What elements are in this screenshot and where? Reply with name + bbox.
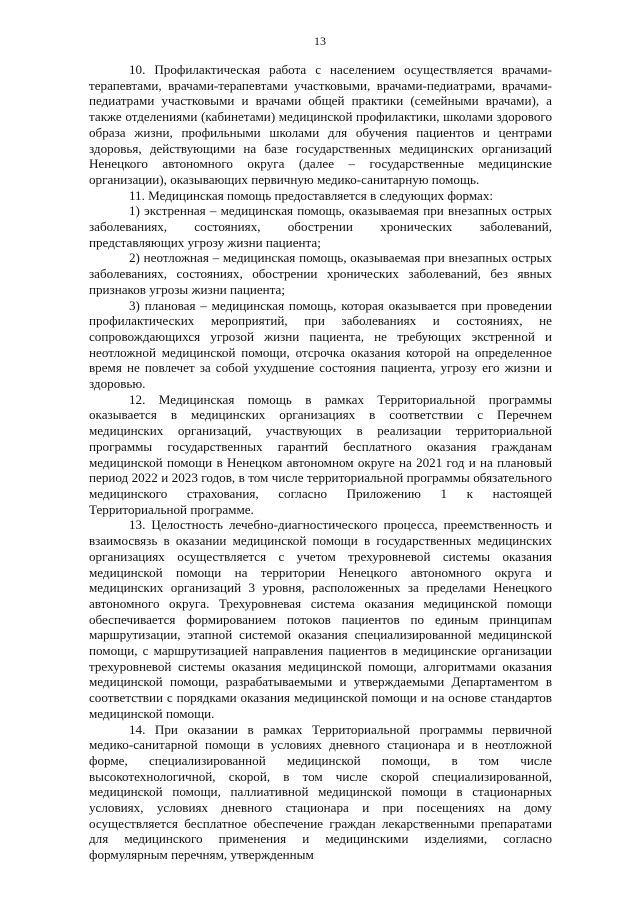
document-body [89, 62, 552, 863]
list-item-emergency: 1) экстренная – медицинская помощь, оказываемая при внезапных острых заболеваниях, состояниях, обострении хронических заболеваний, представляющих угрозу жизни пациента; [89, 203, 552, 250]
page-number: 13 [314, 34, 326, 48]
paragraph-10: 10. Профилактическая работа с населением осуществляется врачами-терапевтами, врачами-терапевтами участковыми, врачами-педиатрами, врачами-педиатрами участковыми и врачами общей практики (семейными врачами), а также отделениями (кабинетами) медицинской профилактики, школами здорового образа жизни, профильными школами для обучения пациентов и центрами здоровья, действующими на базе государственных медицинских организаций Ненецкого автономного округа (далее – государственные медицинские организации), оказывающих первичную медико-санитарную помощь. [89, 62, 552, 187]
list-item-planned: 3) плановая – медицинская помощь, которая оказывается при проведении профилактических мероприятий, при заболеваниях и состояниях, не сопровождающихся угрозой жизни пациента, не требующих экстренной и неотложной медицинской помощи, отсрочка оказания которой на определенное время не повлечет за собой ухудшение состояния пациента, угрозу его жизни и здоровью. [89, 297, 552, 392]
paragraph-14: 14. При оказании в рамках Территориальной программы первичной медико-санитарной помощи в условиях дневного стационара и в неотложной форме, специализированной медицинской помощи, в том числе высокотехнологичной, скорой, в том числе скорой специализированной, медицинской помощи, паллиативной медицинской помощи в стационарных условиях, условиях дневного стационара и при посещениях на дому осуществляется бесплатное обеспечение граждан лекарственными препаратами для медицинского применения и медицинскими изделиями, согласно формулярным перечням, утвержденным [89, 721, 552, 863]
paragraph-12: 12. Медицинская помощь в рамках Территориальной программы оказывается в медицинских организациях в соответствии с Перечнем медицинских организаций, участвующих в реализации территориальной программы государственных гарантий бесплатного оказания гражданам медицинской помощи в Ненецком автономном округе на 2021 год и на плановый период 2022 и 2023 годов, в том числе территориальной программы обязательного медицинского страхования, согласно Приложению 1 к настоящей Территориальной программе. [89, 391, 552, 517]
paragraph-11: 11. Медицинская помощь предоставляется в следующих формах: [129, 187, 494, 203]
paragraph-13: 13. Целостность лечебно-диагностического процесса, преемственность и взаимосвязь в оказании медицинской помощи в государственных медицинских организациях осуществляется с учетом трехуровневой системы оказания медицинской помощи на территории Ненецкого автономного округа и медицинских организаций 3 уровня, расположенных за пределами Ненецкого автономного округа. Трехуровневая система оказания медицинской помощи обеспечивается формированием потоков пациентов по единым принципам маршрутизации, этапной системой оказания специализированной медицинской помощи, с маршрутизацией направления пациентов в медицинские организации трехуровневой системы оказания медицинской помощи, алгоритмами оказания медицинской помощи, разрабатываемыми и утверждаемыми Департаментом в соответствии с порядками оказания медицинской помощи и на основе стандартов медицинской помощи. [89, 517, 552, 721]
list-item-urgent: 2) неотложная – медицинская помощь, оказываемая при внезапных острых заболеваниях, состояниях, обострении хронических заболеваний, без явных признаков угрозы жизни пациента; [89, 250, 552, 297]
